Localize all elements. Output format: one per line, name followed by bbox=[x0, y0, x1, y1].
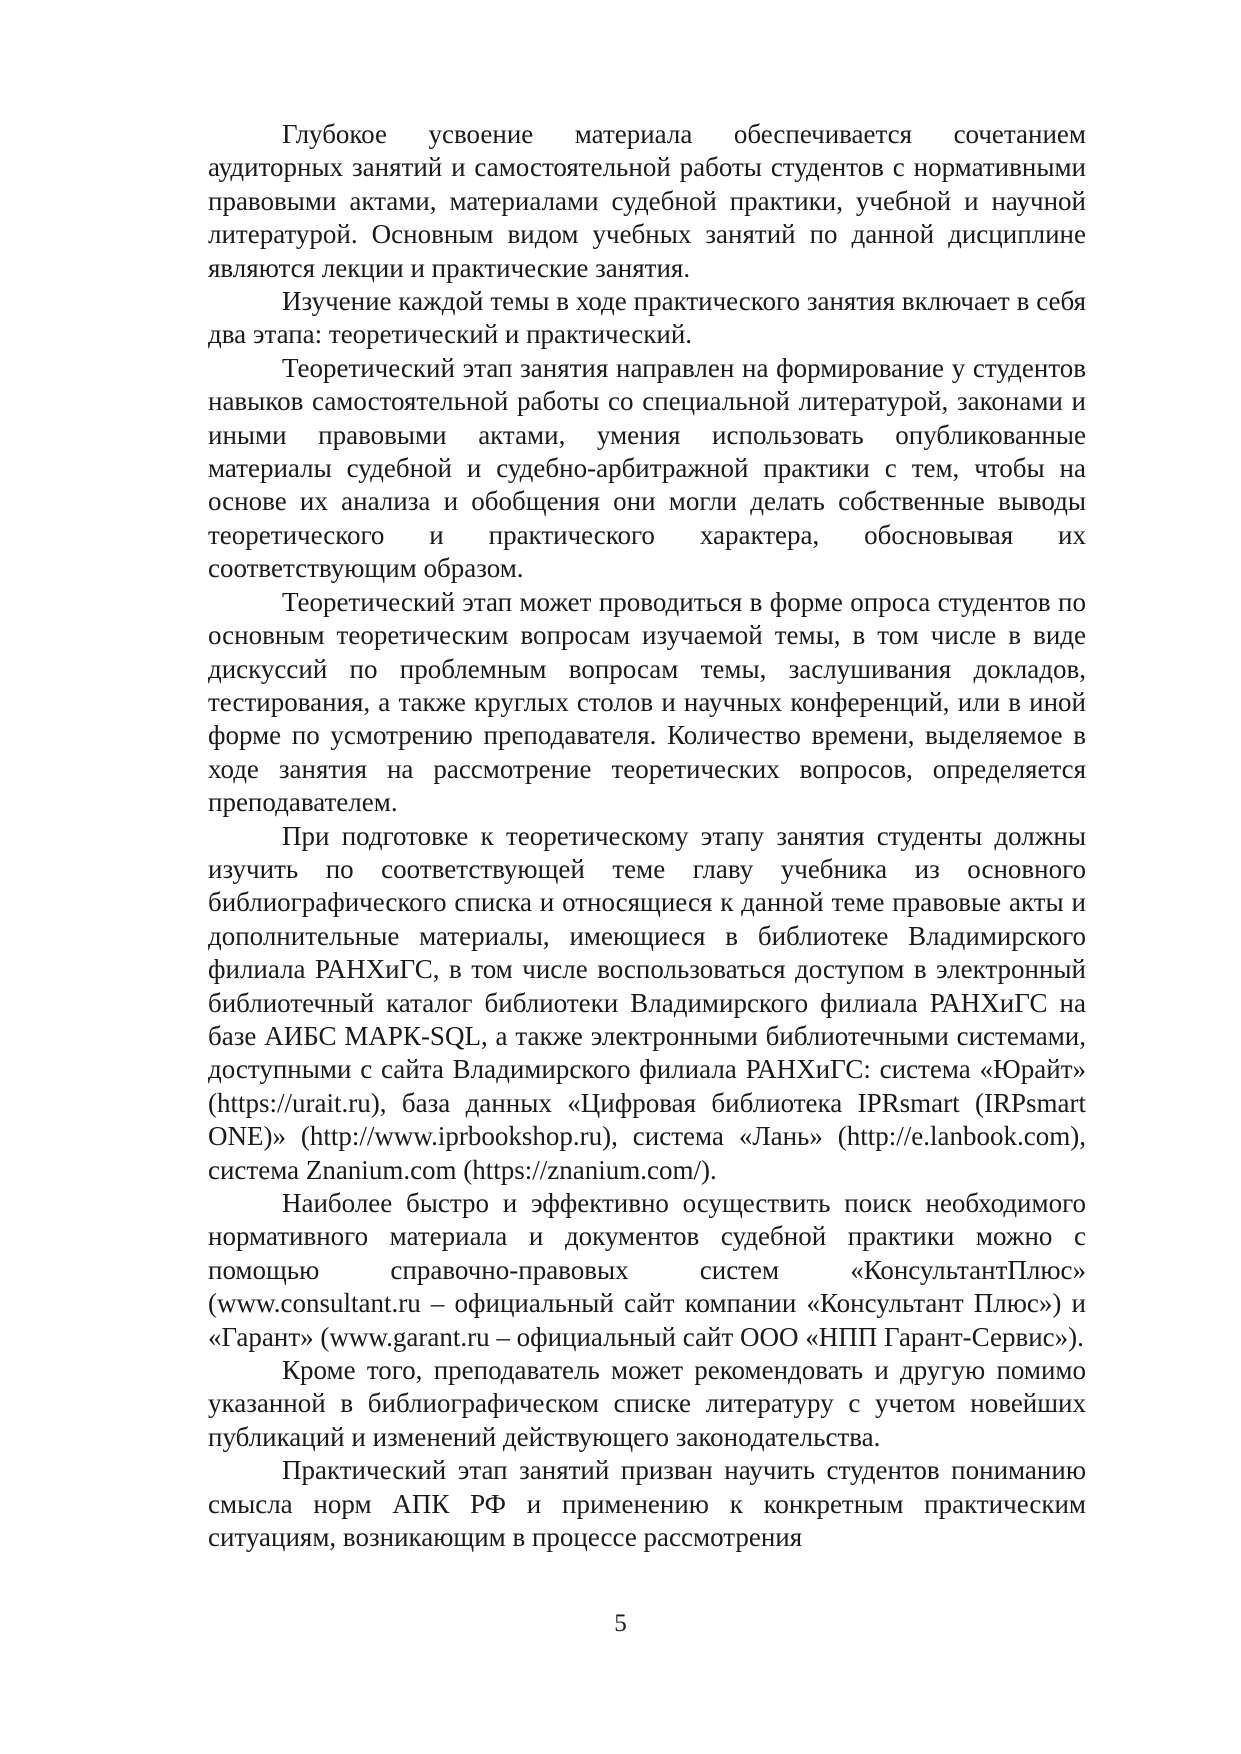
document-body bbox=[208, 118, 1086, 1554]
paragraph-topic-stages: Изучение каждой темы в ходе практического занятия включает в себя два этапа: теоретический и практический. bbox=[208, 286, 1086, 350]
paragraph-study-methods: Глубокое усвоение материала обеспечивается сочетанием аудиторных занятий и самостоятельной работы студентов с нормативными правовыми актами, материалами судебной практики, учебной и научной литературой. Основным видом учебных занятий по данной дисциплине являются лекции и практические занятия. bbox=[208, 119, 1086, 283]
paragraph-theoretical-stage-forms: Теоретический этап может проводиться в форме опроса студентов по основным теоретическим вопросам изучаемой темы, в том числе в виде дискуссий по проблемным вопросам темы, заслушивания докладов, тестирования, а также круглых столов и научных конференций, или в иной форме по усмотрению преподавателя. Количество времени, выделяемое в ходе занятия на рассмотрение теоретических вопросов, определяется преподавателем. bbox=[208, 586, 1086, 818]
paragraph-theoretical-stage-goal: Теоретический этап занятия направлен на формирование у студентов навыков самостоятельной работы со специальной литературой, законами и иными правовыми актами, умения использовать опубликованные материалы судебной и судебно-арбитражной практики с тем, чтобы на основе их анализа и обобщения они могли делать собственные выводы теоретического и практического характера, обосновывая их соответствующим образом. bbox=[208, 352, 1086, 584]
paragraph-practical-stage: Практический этап занятий призван научить студентов пониманию смысла норм АПК РФ и применению к конкретным практическим ситуациям, возникающим в процессе рассмотрения bbox=[208, 1455, 1086, 1553]
paragraph-preparation-resources: При подготовке к теоретическому этапу занятия студенты должны изучить по соответствующей теме главу учебника из основного библиографического списка и относящиеся к данной теме правовые акты и дополнительные материалы, имеющиеся в библиотеке Владимирского филиала РАНХиГС, в том числе воспользоваться доступом в электронный библиотечный каталог библиотеки Владимирского филиала РАНХиГС на базе АИБС МАРК-SQL, а также электронными библиотечными системами, доступными с сайта Владимирского филиала РАНХиГС: система «Юрайт» (https://urait.ru), база данных «Цифровая библиотека IPRsmart (IRPsmart ONE)» (http://www.iprbookshop.ru), система «Лань» (http://e.lanbook.com), система Znanium.com (https://znanium.com/). bbox=[208, 820, 1086, 1185]
paragraph-additional-literature: Кроме того, преподаватель может рекомендовать и другую помимо указанной в библиографическом списке литературу с учетом новейших публикаций и изменений действующего законодательства. bbox=[208, 1355, 1086, 1452]
paragraph-legal-reference-systems: Наиболее быстро и эффективно осуществить поиск необходимого нормативного материала и документов судебной практики можно с помощью справочно-правовых систем «КонсультантПлюс» (www.consultant.ru – официальный сайт компании «Консультант Плюс») и «Гарант» (www.garant.ru – официальный сайт ООО «НПП Гарант-Сервис»). bbox=[208, 1188, 1086, 1352]
page-number: 5 bbox=[614, 1610, 627, 1637]
